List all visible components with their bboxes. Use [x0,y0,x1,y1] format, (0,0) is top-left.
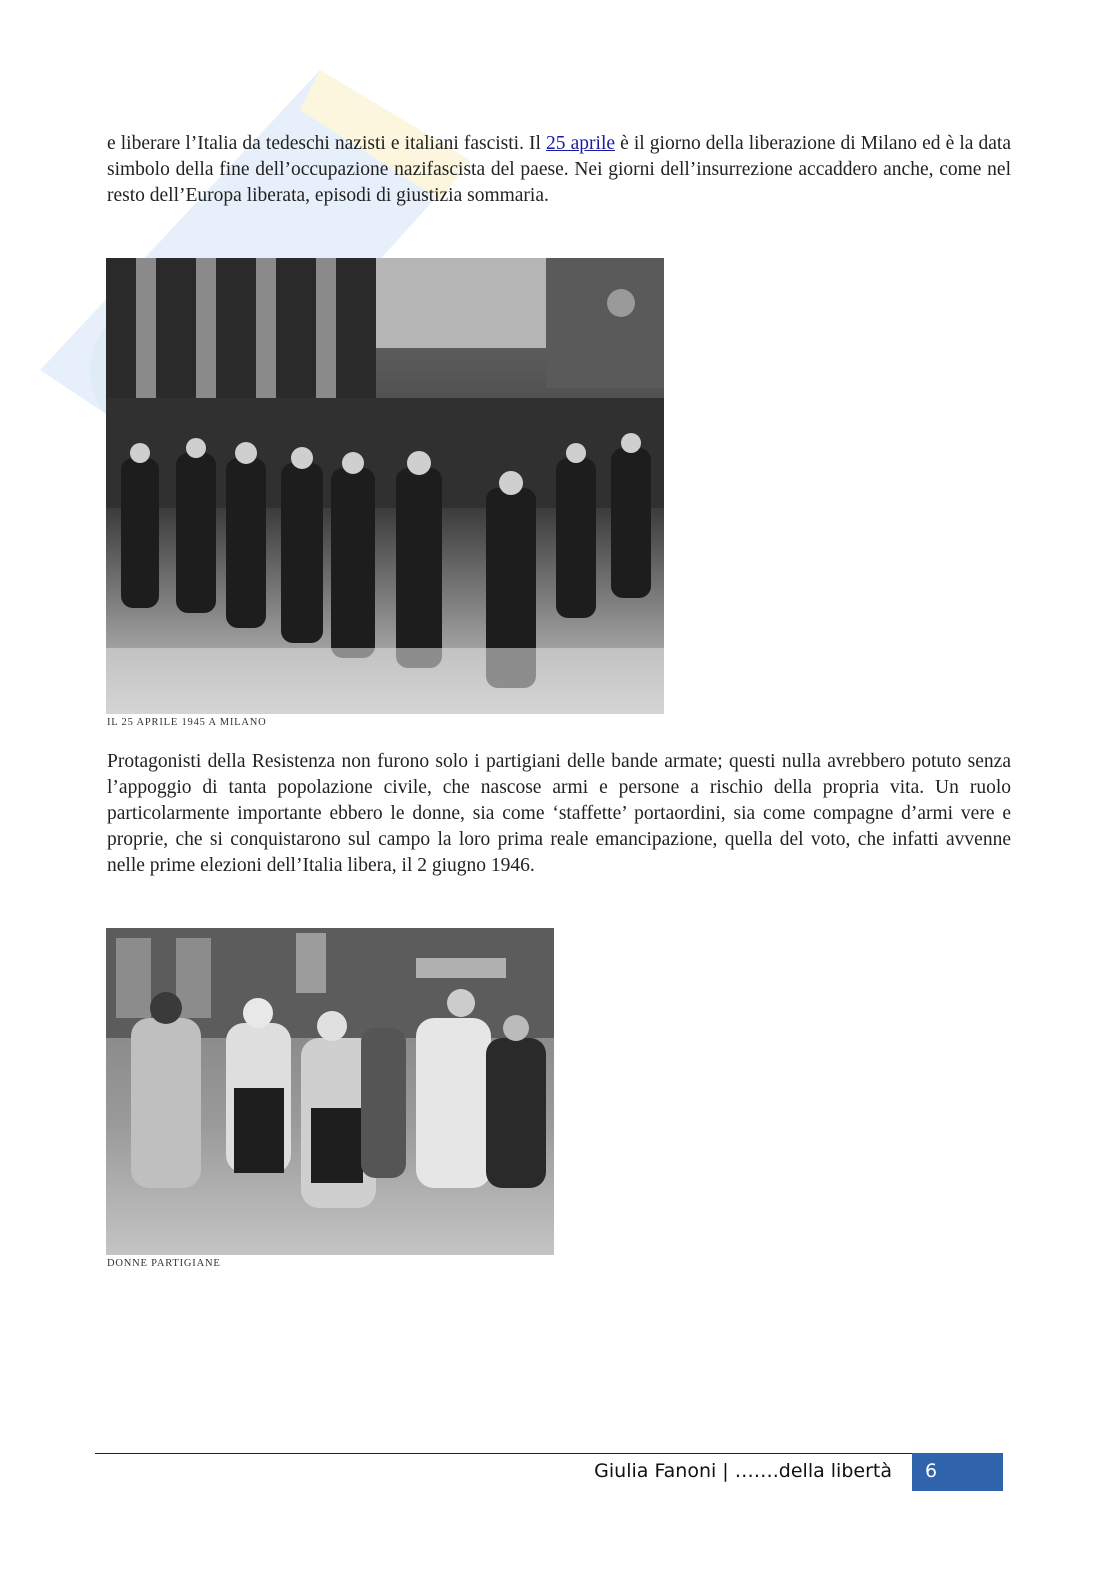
photo-women-partisans [106,928,554,1255]
paragraph-liberation-text-2: è il giorno della liberazione di Milano ed è la data simbolo della fine dell’occupazione nazifascista del paese. Nei giorni dell’insurrezione accaddero anche, come nel resto dell’Europa liberata, episodi di giustizia sommaria. [107,133,1011,206]
page-number: 6 [912,1453,1003,1491]
caption-photo-milan: IL 25 APRILE 1945 A MILANO [107,717,267,728]
photo-milan-march [106,258,664,714]
link-25-aprile[interactable]: 25 aprile [546,133,616,154]
caption-photo-women: DONNE PARTIGIANE [107,1258,221,1269]
paragraph-resistance: Protagonisti della Resistenza non furono solo i partigiani delle bande armate; questi nulla avrebbero potuto senza l’appoggio di tanta popolazione civile, che nascose armi e persone a rischio della propria vita. Un ruolo particolarmente importante ebbero le donne, sia come ‘staffette’ portaordini, sia come compagne d’armi vere e proprie, che si conquistarono sul campo la loro prima reale emancipazione, quella del voto, che infatti avvenne nelle prime elezioni dell’Italia libera, il 2 giugno 1946. [107,751,1011,876]
paragraph-liberation [107,131,1011,209]
footer-divider [95,1453,1003,1454]
paragraph-liberation-text-1: e liberare l’Italia da tedeschi nazisti e italiani fascisti. Il [107,133,547,154]
footer-author-title: Giulia Fanoni | …….della libertà [594,1460,892,1482]
